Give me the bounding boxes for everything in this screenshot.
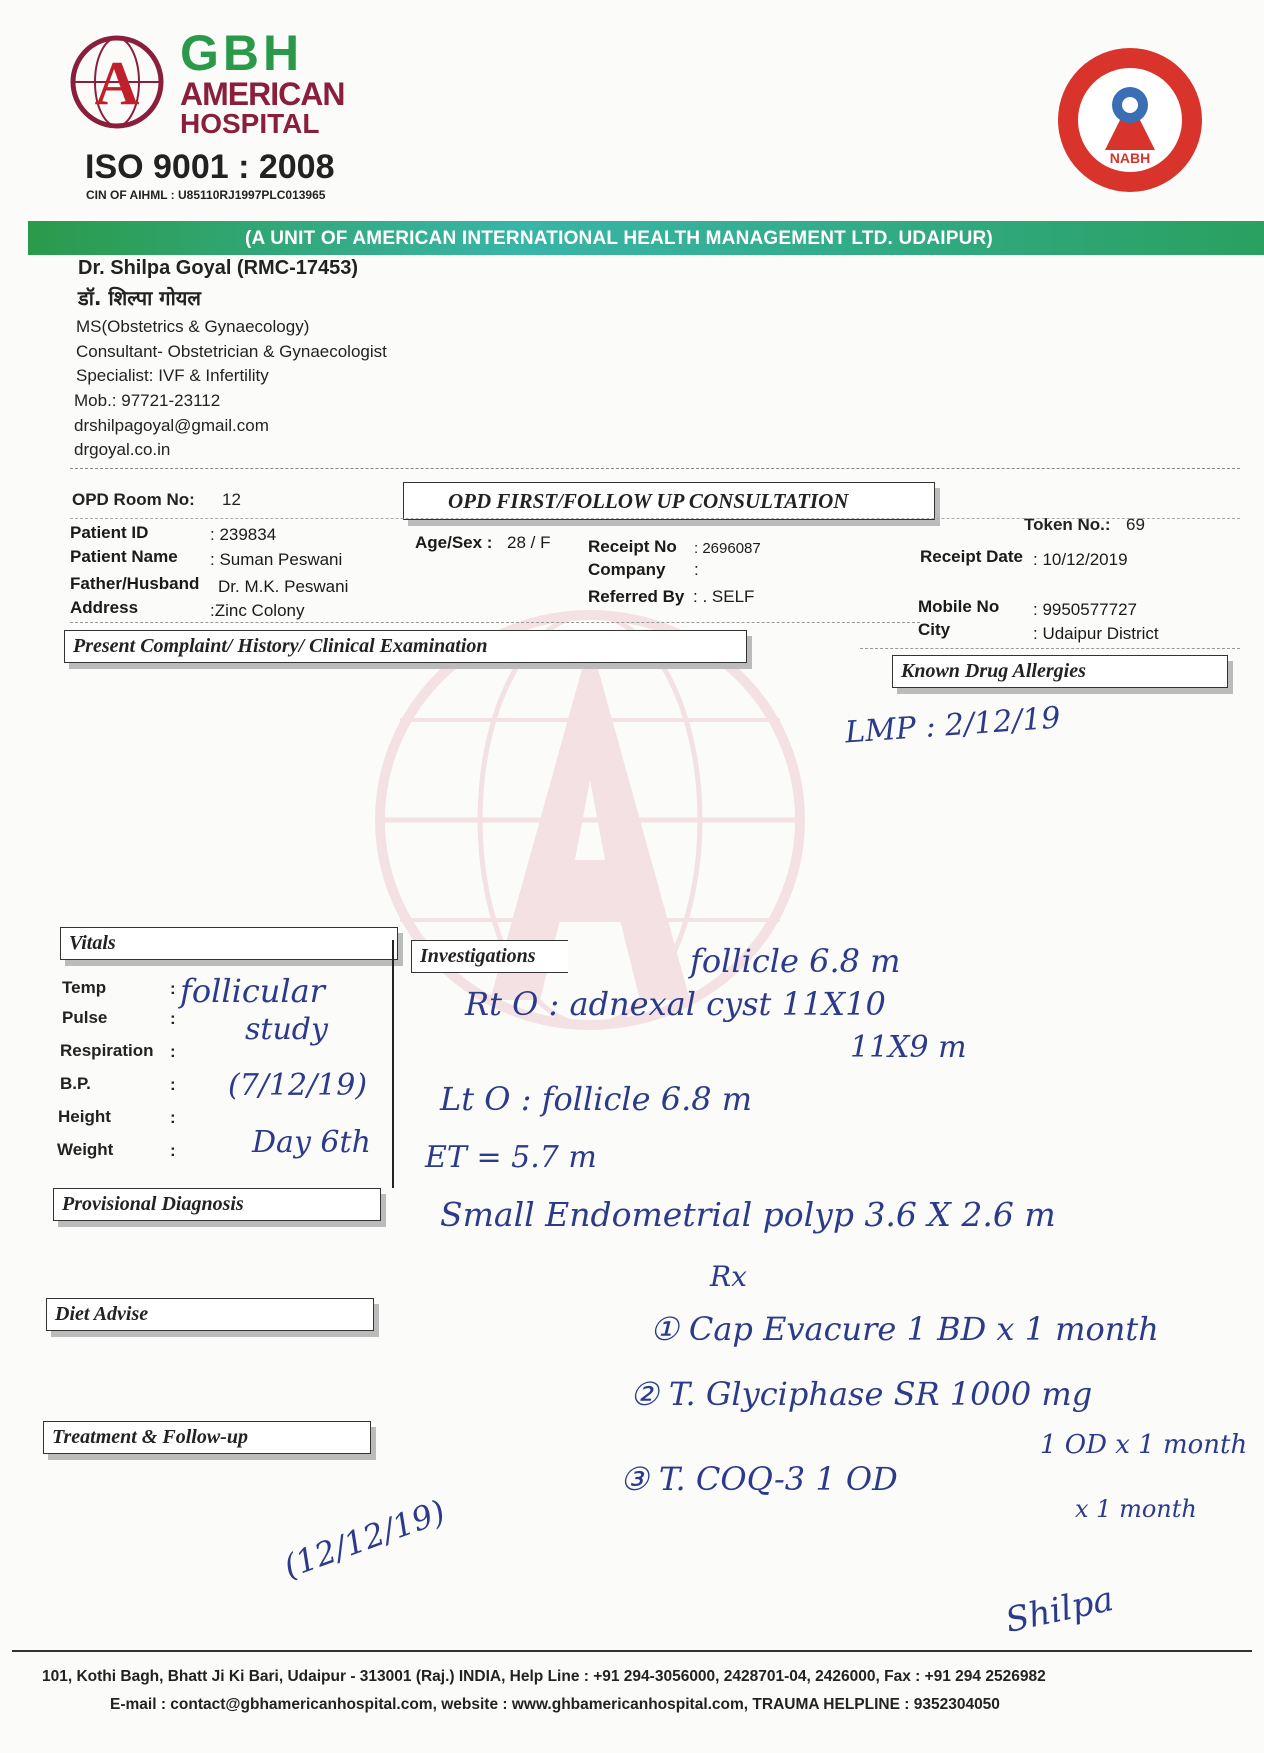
token-value: 69 xyxy=(1126,515,1145,534)
vital-respiration: Respiration xyxy=(60,1041,154,1060)
investigations-section-label: Investigations xyxy=(411,940,568,973)
vital-pulse: Pulse xyxy=(62,1008,108,1027)
handwritten-rx-1: ① Cap Evacure 1 BD x 1 month xyxy=(650,1310,1159,1348)
allergies-section-label: Known Drug Allergies xyxy=(892,655,1228,688)
agesex-label: Age/Sex : xyxy=(415,533,493,552)
handwritten-inv-1: follicle 6.8 m xyxy=(690,942,901,980)
opd-room-label: OPD Room No: xyxy=(72,490,195,509)
referred-value: : . SELF xyxy=(693,587,755,606)
company-label: Company xyxy=(588,560,666,579)
vital-temp: Temp xyxy=(62,978,107,997)
vital-weight: Weight xyxy=(57,1140,114,1159)
hospital-name-hospital: HOSPITAL xyxy=(180,108,320,139)
doctor-degree: MS(Obstetrics & Gynaecology) xyxy=(76,317,310,336)
iso-certification: ISO 9001 : 2008 xyxy=(85,148,335,186)
address-label: Address xyxy=(70,598,139,617)
handwritten-inv-5: ET = 5.7 m xyxy=(425,1140,597,1175)
divider xyxy=(70,468,1240,469)
agesex-value: 28 / F xyxy=(507,533,551,552)
receipt-value: : 2696087 xyxy=(694,540,761,557)
form-title: OPD FIRST/FOLLOW UP CONSULTATION xyxy=(448,489,849,513)
handwritten-rx-2: ② T. Glyciphase SR 1000 mg xyxy=(630,1375,1093,1413)
footer-address: 101, Kothi Bagh, Bhatt Ji Ki Bari, Udaipur - 313001 (Raj.) INDIA, Help Line : +91 294-3056000, 2428701-04, 2426000, Fax : +91 294 2526982 xyxy=(42,1668,1046,1685)
doctor-mobile: Mob.: 97721-23112 xyxy=(74,391,221,410)
banner-text: (A UNIT OF AMERICAN INTERNATIONAL HEALTH MANAGEMENT LTD. UDAIPUR) xyxy=(245,228,993,249)
footer-contact: E-mail : contact@gbhamericanhospital.com, website : www.ghbamericanhospital.com, TRAUMA HELPLINE : 9352304050 xyxy=(110,1696,1000,1713)
vital-bp: B.P. xyxy=(60,1074,91,1093)
complaint-section-label: Present Complaint/ History/ Clinical Examination xyxy=(64,630,747,663)
handwritten-inv-2: Rt O : adnexal cyst 11X10 xyxy=(465,985,886,1023)
father-value: Dr. M.K. Peswani xyxy=(218,577,349,596)
nabh-text: NABH xyxy=(1109,150,1151,166)
handwritten-date: (12/12/19) xyxy=(278,1492,451,1586)
company-value: : xyxy=(694,560,699,579)
father-label: Father/Husband xyxy=(70,574,200,593)
treatment-section-label: Treatment & Follow-up xyxy=(43,1421,371,1454)
patient-name-value: : Suman Peswani xyxy=(210,550,343,569)
handwritten-inv-4: Lt O : follicle 6.8 m xyxy=(440,1080,753,1118)
cin-number: CIN OF AIHML : U85110RJ1997PLC013965 xyxy=(86,188,326,202)
nabh-badge xyxy=(1055,45,1205,195)
mobile-value: : 9950577727 xyxy=(1033,600,1137,619)
handwritten-vitals-1: follicular xyxy=(180,972,325,1010)
handwritten-diagnosis: Small Endometrial polyp 3.6 X 2.6 m xyxy=(440,1195,1056,1234)
patient-name-label: Patient Name xyxy=(70,547,178,566)
divider xyxy=(70,518,1240,519)
doctor-signature: Shilpa xyxy=(1002,1579,1117,1641)
handwritten-inv-3: 11X9 m xyxy=(850,1030,967,1065)
vitals-section-label: Vitals xyxy=(60,927,398,960)
doctor-email: drshilpagoyal@gmail.com xyxy=(74,416,269,435)
handwritten-rx-3b: x 1 month xyxy=(1075,1495,1197,1523)
doctor-title: Consultant- Obstetrician & Gynaecologist xyxy=(76,342,387,361)
vital-height: Height xyxy=(58,1107,111,1126)
referred-label: Referred By xyxy=(588,587,685,606)
handwritten-vitals-2: study xyxy=(245,1012,328,1047)
opd-room-value: 12 xyxy=(222,490,241,509)
mobile-label: Mobile No xyxy=(918,597,1000,616)
divider xyxy=(70,622,920,623)
token-label: Token No.: xyxy=(1024,515,1111,534)
doctor-website: drgoyal.co.in xyxy=(74,440,171,459)
city-label: City xyxy=(918,620,951,639)
doctor-specialist: Specialist: IVF & Infertility xyxy=(76,366,269,385)
handwritten-vitals-4: Day 6th xyxy=(252,1125,371,1160)
vitals-divider xyxy=(392,940,394,1188)
patient-id-value: : 239834 xyxy=(210,525,277,544)
hospital-name-american: AMERICAN xyxy=(180,76,345,112)
diet-section-label: Diet Advise xyxy=(46,1298,374,1331)
handwritten-vitals-3: (7/12/19) xyxy=(228,1068,368,1103)
address-value: :Zinc Colony xyxy=(210,601,305,620)
footer-divider xyxy=(12,1650,1252,1652)
handwritten-rx-symbol: Rx xyxy=(710,1260,747,1293)
hospital-name-gbh: GBH xyxy=(180,25,304,81)
city-value: : Udaipur District xyxy=(1033,624,1159,643)
receipt-date-label: Receipt Date xyxy=(920,547,1023,566)
handwritten-rx-2b: 1 OD x 1 month xyxy=(1040,1430,1248,1460)
doctor-name-hindi: डॉ. शिल्पा गोयल xyxy=(78,286,201,310)
receipt-date-value: : 10/12/2019 xyxy=(1033,550,1128,569)
patient-id-label: Patient ID xyxy=(70,523,149,542)
logo-letter: A xyxy=(94,50,140,118)
hospital-logo xyxy=(70,32,165,132)
receipt-label: Receipt No xyxy=(588,537,677,556)
divider xyxy=(860,648,1240,649)
handwritten-rx-3: ③ T. COQ-3 1 OD xyxy=(620,1460,898,1498)
handwritten-lmp: LMP : 2/12/19 xyxy=(844,700,1062,751)
diagnosis-section-label: Provisional Diagnosis xyxy=(53,1188,381,1221)
doctor-name: Dr. Shilpa Goyal (RMC-17453) xyxy=(78,257,359,279)
